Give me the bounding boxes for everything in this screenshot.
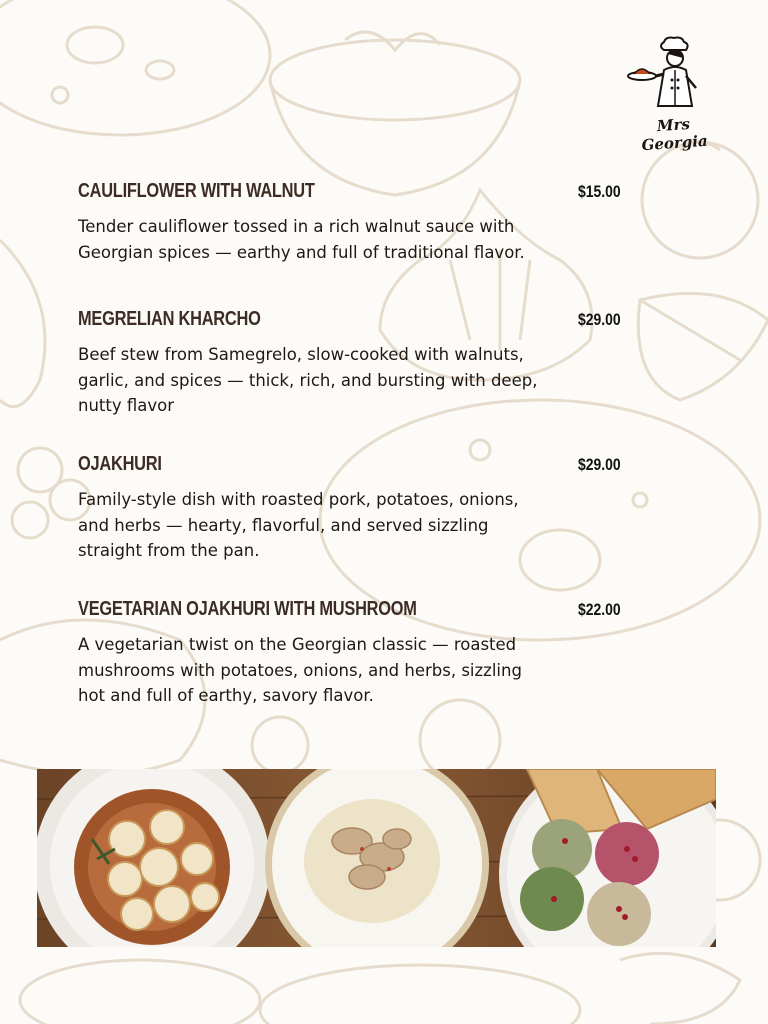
item-name: VEGETARIAN OJAKHURI WITH MUSHROOM [78,598,417,620]
photo-plate-kharcho [265,769,489,947]
item-description: A vegetarian twist on the Georgian classic — roasted mushrooms with potatoes, onions, and herbs, sizzling hot and full of earthy, savory flavor. [78,635,522,705]
item-price: $29.00 [578,455,621,474]
item-name: CAULIFLOWER WITH WALNUT [78,180,315,202]
item-price: $29.00 [578,310,621,329]
item-name: MEGRELIAN KHARCHO [78,308,261,330]
chef-illustration-icon [626,36,722,118]
food-photo-illustration [37,769,716,947]
item-price: $22.00 [578,600,621,619]
item-description: Tender cauliflower tossed in a rich walnut sauce with Georgian spices — earthy and full of traditional flavor. [78,217,525,262]
brand-name: Mrs Georgia [640,114,709,155]
item-description: Beef stew from Samegrelo, slow-cooked with walnuts, garlic, and spices — thick, rich, and bursting with deep, nutty flavor [78,345,538,415]
food-photo-strip [37,769,716,947]
item-name: OJAKHURI [78,453,162,475]
item-price: $15.00 [578,182,621,201]
brand-logo [626,36,722,155]
item-description: Family-style dish with roasted pork, potatoes, onions, and herbs — hearty, flavorful, and served sizzling straight from the pan. [78,490,519,560]
photo-plate-cauliflower [37,769,270,947]
photo-plate-pkhali [499,769,716,947]
